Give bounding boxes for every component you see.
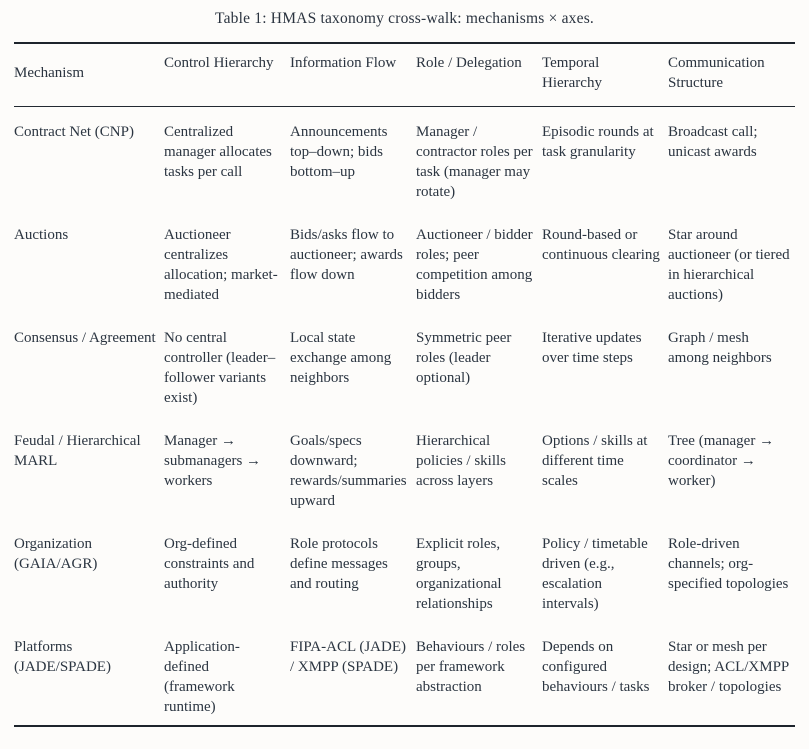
table-cell: Episodic rounds at task granularity — [542, 124, 654, 160]
column-header-communication-structure: Communication Structure — [668, 43, 795, 107]
table-cell: Options / skills at different time scales — [542, 433, 648, 489]
table-cell: Policy / timetable driven (e.g., escalation intervals) — [542, 536, 648, 612]
table-cell: Explicit roles, groups, organizational relationships — [416, 536, 502, 612]
table-cell: Star or mesh per design; ACL/XMPP broker / topologies — [668, 639, 789, 695]
table-cell: FIPA-ACL (JADE) / XMPP (SPADE) — [290, 639, 406, 675]
table-cell: Tree (manager → coordinator → worker) — [668, 433, 775, 489]
table-cell: Bids/asks flow to auctioneer; awards flow down — [290, 227, 403, 283]
table-cell: Behaviours / roles per framework abstraction — [416, 639, 526, 695]
mechanism-cell: Auctions — [14, 227, 69, 243]
table-cell: Broadcast call; unicast awards — [668, 124, 758, 160]
table-cell: Depends on configured behaviours / tasks — [542, 639, 650, 695]
table-cell: Hierarchical policies / skills across layers — [416, 433, 506, 489]
table-row-feudal-marl — [14, 416, 795, 519]
table-row-platforms — [14, 622, 795, 726]
table-header-row — [14, 43, 795, 107]
table-cell: Role-driven channels; org-specified topologies — [668, 536, 789, 592]
table-cell: Centralized manager allocates tasks per call — [164, 124, 272, 180]
table-cell: Goals/specs downward; rewards/summaries upward — [290, 433, 407, 509]
mechanism-cell: Platforms (JADE/SPADE) — [14, 639, 111, 675]
column-header-role-delegation: Role / Delegation — [416, 43, 542, 107]
table-row-contract-net — [14, 107, 795, 211]
table-row-auctions — [14, 210, 795, 313]
table-cell: Auctioneer / bidder roles; peer competition among bidders — [416, 227, 533, 303]
table-cell: Symmetric peer roles (leader optional) — [416, 330, 512, 386]
table-row-consensus — [14, 313, 795, 416]
table-cell: Round-based or continuous clearing — [542, 227, 660, 263]
table-caption: Table 1: HMAS taxonomy cross-walk: mechanisms × axes. — [215, 10, 594, 27]
mechanism-cell: Consensus / Agreement — [14, 330, 156, 346]
mechanism-cell: Contract Net (CNP) — [14, 124, 134, 140]
table-cell: Iterative updates over time steps — [542, 330, 642, 366]
table-cell: Auctioneer centralizes allocation; market-mediated — [164, 227, 278, 303]
column-header-mechanism: Mechanism — [14, 43, 164, 107]
column-header-temporal-hierarchy: Temporal Hierarchy — [542, 43, 668, 107]
table-row-organization — [14, 519, 795, 622]
table-cell: Org-defined constraints and authority — [164, 536, 255, 592]
table-cell: Manager / contractor roles per task (manager may rotate) — [416, 124, 533, 200]
table-cell: Announcements top–down; bids bottom–up — [290, 124, 388, 180]
table-cell: No central controller (leader–follower variants exist) — [164, 330, 276, 406]
table-cell: Graph / mesh among neighbors — [668, 330, 772, 366]
table-cell: Application-defined (framework runtime) — [164, 639, 240, 715]
mechanism-cell: Organization (GAIA/AGR) — [14, 536, 98, 572]
taxonomy-table — [14, 42, 795, 727]
table-cell: Star around auctioneer (or tiered in hierarchical auctions) — [668, 227, 790, 303]
table-cell: Local state exchange among neighbors — [290, 330, 392, 386]
mechanism-cell: Feudal / Hierarchical MARL — [14, 433, 141, 469]
table-cell: Role protocols define messages and routing — [290, 536, 388, 592]
column-header-control-hierarchy: Control Hierarchy — [164, 43, 290, 107]
table-cell: Manager → submanagers → workers — [164, 433, 262, 489]
column-header-information-flow: Information Flow — [290, 43, 416, 107]
